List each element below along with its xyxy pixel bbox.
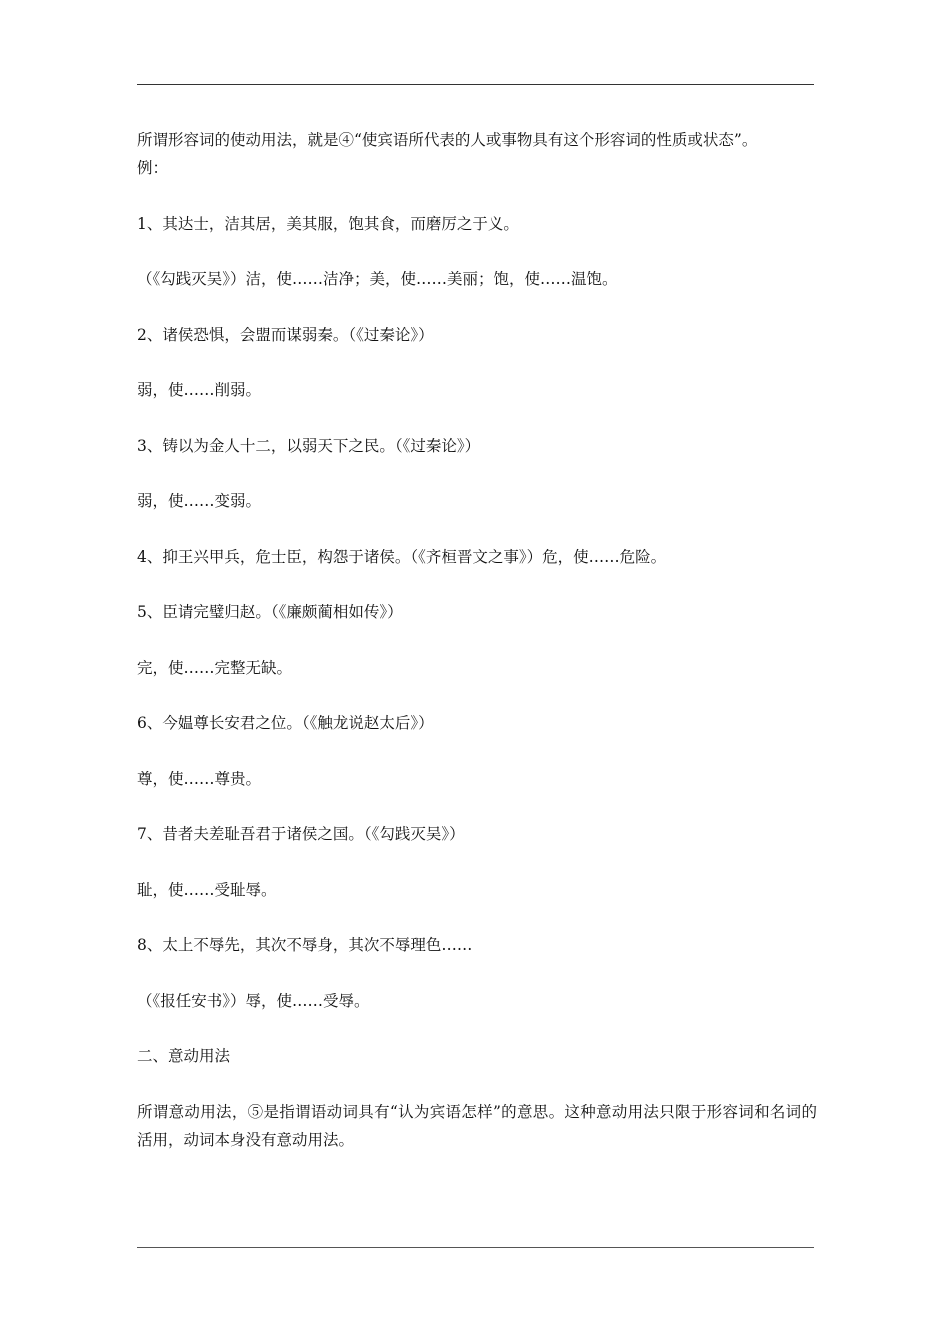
example-7: 7、昔者夫差耻吾君于诸侯之国。（《勾践灭吴》） (137, 825, 465, 843)
example-1-note: （《勾践灭吴》）洁，使……洁净；美，使……美丽；饱，使……温饱。 (137, 270, 618, 288)
section-heading: 二、意动用法 (137, 1047, 231, 1065)
example-6: 6、今媪尊长安君之位。（《触龙说赵太后》） (137, 714, 434, 732)
example-3-note: 弱，使……变弱。 (137, 492, 262, 510)
example-2-note: 弱，使……削弱。 (137, 381, 262, 399)
footer-rule (137, 1247, 814, 1248)
section-body: 所谓意动用法，⑤是指谓语动词具有“认为宾语怎样”的意思。这种意动用法只限于形容词和名词的活用，动词本身没有意动用法。 (137, 1102, 817, 1149)
example-8: 8、太上不辱先，其次不辱身，其次不辱理色…… (137, 936, 473, 954)
example-1: 1、其达士，洁其居，美其服，饱其食，而磨厉之于义。 (137, 214, 519, 233)
example-4: 4、抑王兴甲兵，危士臣，构怨于诸侯。（《齐桓晋文之事》）危，使……危险。 (137, 547, 667, 566)
example-3: 3、铸以为金人十二，以弱天下之民。（《过秦论》） (137, 436, 481, 455)
header-rule (137, 84, 814, 85)
example-7-note: 耻，使……受耻辱。 (137, 880, 277, 899)
page-body (137, 126, 817, 1154)
example-6-note: 尊，使……尊贵。 (137, 769, 262, 788)
example-5-note: 完，使……完整无缺。 (137, 658, 293, 677)
example-2: 2、诸侯恐惧，会盟而谋弱秦。（《过秦论》） (137, 325, 434, 344)
intro-line-1: 所谓形容词的使动用法，就是④“使宾语所代表的人或事物具有这个形容词的性质或状态”。 (137, 131, 758, 149)
intro-line-2: 例： (137, 159, 169, 177)
example-5: 5、臣请完璧归赵。（《廉颇蔺相如传》） (137, 603, 403, 621)
example-8-note: （《报任安书》）辱，使……受辱。 (137, 991, 370, 1010)
